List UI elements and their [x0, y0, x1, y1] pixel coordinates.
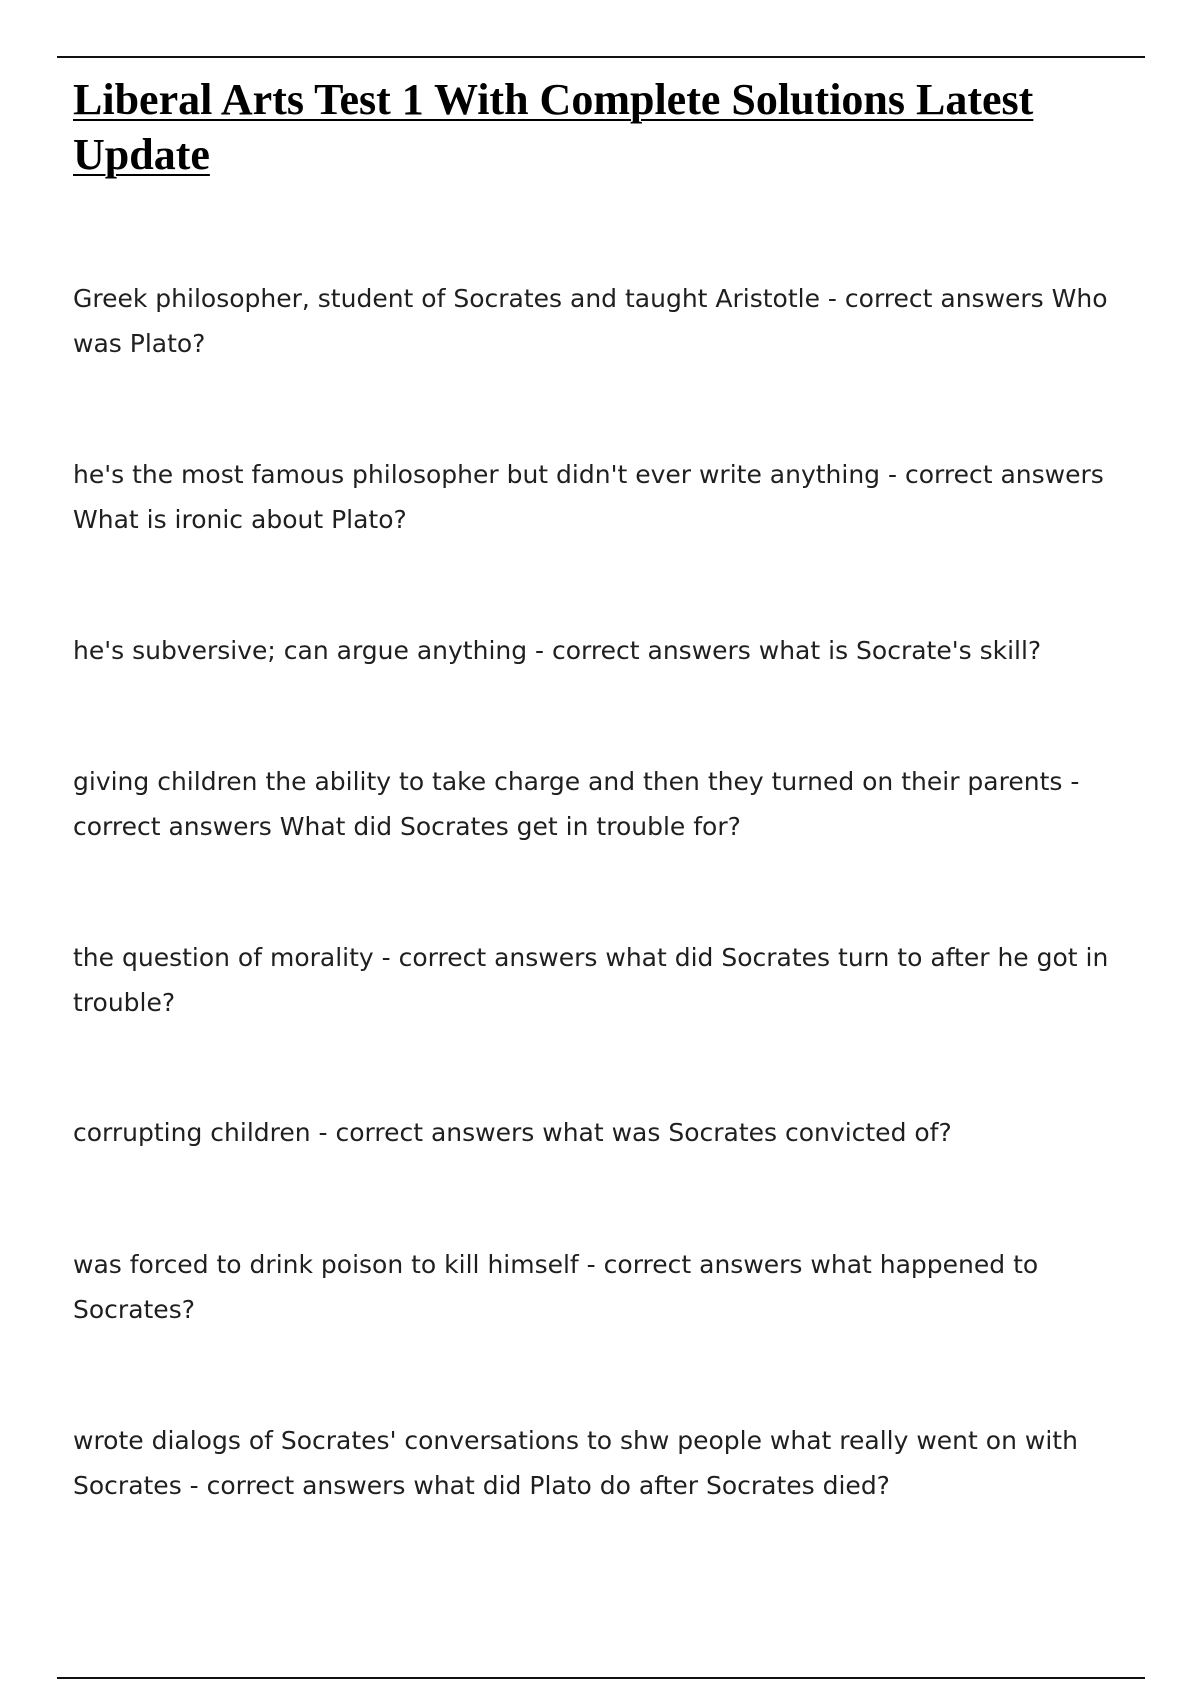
qa-item: giving children the ability to take charge and then they turned on their parents - correct answers What did Socrates get in trouble for?: [73, 767, 1080, 841]
qa-item: he's the most famous philosopher but didn't ever write anything - correct answers What is ironic about Plato?: [73, 460, 1104, 534]
qa-item: he's subversive; can argue anything - correct answers what is Socrate's skill?: [73, 636, 1042, 665]
document-title: Liberal Arts Test 1 With Complete Solutions Latest Update: [73, 75, 1034, 179]
qa-item: corrupting children - correct answers what was Socrates convicted of?: [73, 1118, 952, 1147]
bottom-divider: [57, 1677, 1145, 1679]
qa-item: the question of morality - correct answers what did Socrates turn to after he got in trouble?: [73, 943, 1109, 1017]
qa-item: Greek philosopher, student of Socrates and taught Aristotle - correct answers Who was Plato?: [73, 284, 1108, 358]
qa-item: was forced to drink poison to kill himself - correct answers what happened to Socrates?: [73, 1250, 1039, 1324]
qa-item: wrote dialogs of Socrates' conversations to shw people what really went on with Socrates - correct answers what did Plato do after Socrates died?: [73, 1426, 1078, 1500]
top-divider: [57, 56, 1145, 58]
